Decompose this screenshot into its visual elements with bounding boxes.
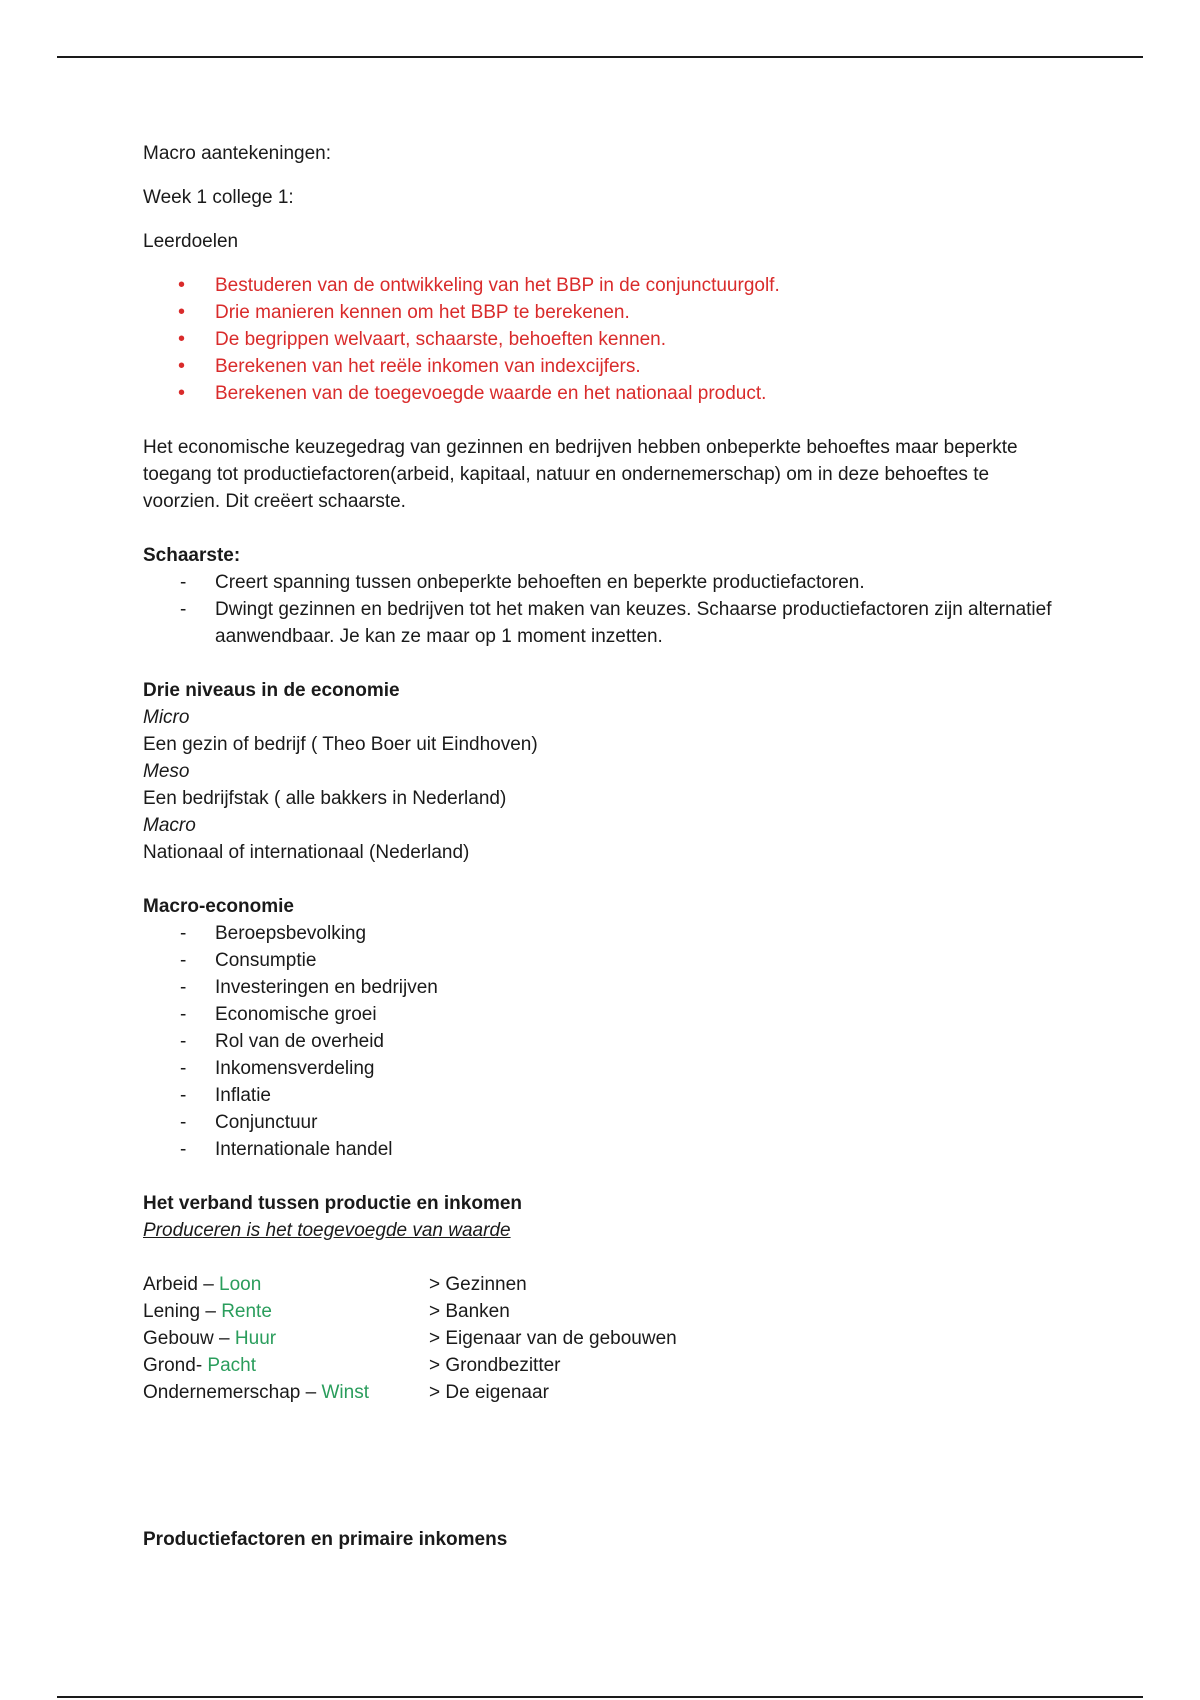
goals-list: [143, 272, 1063, 407]
factor-name: Ondernemerschap: [143, 1382, 301, 1403]
scarcity-item: - Dwingt gezinnen en bedrijven tot het maken van keuzes. Schaarse productiefactoren zijn alternatief aanwendbaar. Je kan ze maar op 1 moment inzetten.: [143, 596, 1063, 650]
factor-separator: –: [300, 1382, 322, 1403]
factor-recipient: > Gezinnen: [429, 1274, 527, 1295]
factor-recipient: > Grondbezitter: [429, 1355, 561, 1376]
goal-item: • Bestuderen van de ontwikkeling van het BBP in de conjunctuurgolf.: [143, 272, 1063, 299]
goal-item: • Berekenen van de toegevoegde waarde en het nationaal product.: [143, 380, 1063, 407]
factors-table: [143, 1271, 1063, 1406]
factor-separator: –: [200, 1301, 222, 1322]
factor-row: [143, 1352, 1063, 1379]
factor-row: [143, 1325, 1063, 1352]
factor-row: [143, 1379, 1063, 1406]
level-desc-micro: Een gezin of bedrijf ( Theo Boer uit Eindhoven): [143, 734, 538, 755]
macro-heading: Macro-economie: [143, 896, 294, 917]
goals-heading: Leerdoelen: [143, 231, 239, 252]
week-label: Week 1 college 1:: [143, 187, 294, 208]
factor-row: [143, 1298, 1063, 1325]
footer-rule: [57, 1696, 1143, 1698]
factor-name: Grond: [143, 1355, 196, 1376]
scarcity-item: - Creert spanning tussen onbeperkte behoeften en beperkte productiefactoren.: [143, 569, 1063, 596]
level-name-micro: Micro: [143, 707, 190, 728]
factor-name: Arbeid: [143, 1274, 198, 1295]
factor-income: Rente: [221, 1301, 272, 1322]
goal-item: • De begrippen welvaart, schaarste, behoeften kennen.: [143, 326, 1063, 353]
macro-item: - Internationale handel: [143, 1136, 1063, 1163]
factor-recipient: > De eigenaar: [429, 1382, 549, 1403]
macro-list: [143, 920, 1063, 1163]
level-desc-meso: Een bedrijfstak ( alle bakkers in Nederland): [143, 788, 507, 809]
macro-item: - Inflatie: [143, 1082, 1063, 1109]
macro-item: - Conjunctuur: [143, 1109, 1063, 1136]
factor-income: Winst: [321, 1382, 369, 1403]
relation-heading: Het verband tussen productie en inkomen: [143, 1193, 523, 1214]
macro-item: - Beroepsbevolking: [143, 920, 1063, 947]
factor-separator: –: [213, 1328, 235, 1349]
scarcity-heading: Schaarste:: [143, 545, 241, 566]
macro-item: - Inkomensverdeling: [143, 1055, 1063, 1082]
factor-recipient: > Eigenaar van de gebouwen: [429, 1328, 677, 1349]
factor-separator: -: [195, 1355, 208, 1376]
header-rule: [57, 56, 1143, 58]
macro-item: - Investeringen en bedrijven: [143, 974, 1063, 1001]
levels-heading: Drie niveaus in de economie: [143, 680, 400, 701]
factor-name: Lening: [143, 1301, 201, 1322]
factor-separator: –: [197, 1274, 220, 1295]
factor-name: Gebouw: [143, 1328, 214, 1349]
macro-item: - Rol van de overheid: [143, 1028, 1063, 1055]
doc-title: Macro aantekeningen:: [143, 143, 332, 164]
level-desc-macro: Nationaal of internationaal (Nederland): [143, 842, 470, 863]
factor-income: Loon: [219, 1274, 262, 1295]
scarcity-list: [143, 569, 1063, 650]
document-body: [143, 140, 1063, 1553]
level-name-macro: Macro: [143, 815, 196, 836]
macro-item: - Consumptie: [143, 947, 1063, 974]
relation-subheading: Produceren is het toegevoegde van waarde: [143, 1220, 511, 1241]
factor-recipient: > Banken: [429, 1301, 510, 1322]
goal-item: • Drie manieren kennen om het BBP te berekenen.: [143, 299, 1063, 326]
intro-paragraph: Het economische keuzegedrag van gezinnen en bedrijven hebben onbeperkte behoeftes maar beperkte toegang tot productiefactoren(arbeid, kapitaal, natuur en ondernemerschap) om in deze behoeftes te voorzien. Dit creëert schaarste.: [143, 437, 1018, 512]
factor-row: [143, 1271, 1063, 1298]
level-name-meso: Meso: [143, 761, 190, 782]
primary-incomes-heading: Productiefactoren en primaire inkomens: [143, 1529, 508, 1550]
macro-item: - Economische groei: [143, 1001, 1063, 1028]
factor-income: Huur: [234, 1328, 277, 1349]
goal-item: • Berekenen van het reële inkomen van indexcijfers.: [143, 353, 1063, 380]
factor-income: Pacht: [207, 1355, 257, 1376]
